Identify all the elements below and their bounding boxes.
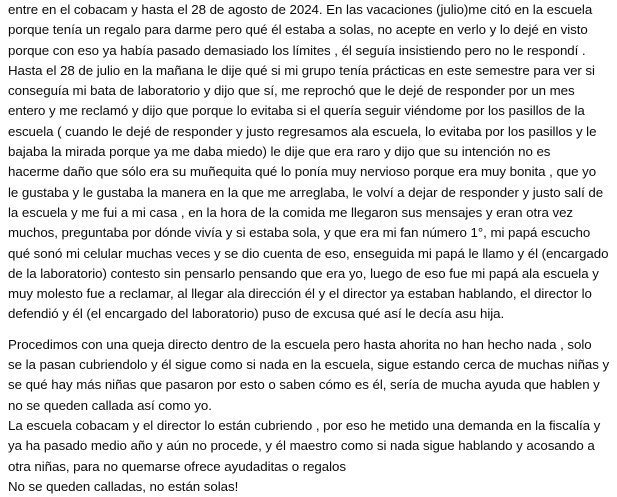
- text-line: entero y me reclamó y dijo que porque lo evitaba si el quería seguir viéndome por los pasillos de la: [8, 103, 585, 119]
- text-line: La escuela cobacam y el director lo están cubriendo , por eso he metido una demanda en la fiscalía y: [8, 417, 601, 433]
- text-line: defendió y él (el encargado del laboratorio) puso de excusa qué así le decía asu hija.: [8, 306, 505, 322]
- post-text: [8, 0, 614, 497]
- text-line: porque con eso ya había pasado demasiado los límites , él seguía insistiendo pero no le respondí .: [8, 42, 586, 58]
- text-line: ya ha pasado medio año y aún no procede, y él maestro como si nada sigue hablando y acosando a: [8, 438, 595, 454]
- text-line: muchos, preguntaba por dónde vivía y si estaba sola, y que era mi fan número 1°, mi papá escucho: [8, 225, 591, 241]
- text-line: otra niñas, para no quemarse ofrece ayudaditas o regalos: [8, 458, 346, 474]
- text-line: Procedimos con una queja directo dentro de la escuela pero hasta ahorita no han hecho nada , solo: [8, 336, 592, 352]
- text-line: hacerme daño que sólo era su muñequita qué lo ponía muy nervioso porque era muy bonita , que yo: [8, 164, 597, 180]
- text-line: se qué hay más niñas que pasaron por esto o saben cómo es él, sería de mucha ayuda que hablen y: [8, 377, 600, 393]
- text-line: le gustaba y le gustaba la manera en la que me arreglaba, le volví a dejar de responder y justo salí de: [8, 184, 604, 200]
- paragraph-gap: [8, 325, 614, 335]
- text-line: de la laboratorio) contesto sin pensarlo pensando que era yo, luego de eso fue mi papá ala escuela y: [8, 265, 599, 281]
- text-line: escuela ( cuando le dejé de responder y justo regresamos ala escuela, lo evitaba por los pasillos y le: [8, 123, 597, 139]
- text-line: No se queden calladas, no están solas!: [8, 478, 239, 494]
- text-line: entre en el cobacam y hasta el 28 de agosto de 2024. En las vacaciones (julio)me citó en la escuela: [8, 2, 593, 17]
- text-line: conseguía mi bata de laboratorio y dijo que sí, me reprochó que le dejé de responder por un mes: [8, 83, 575, 99]
- text-line: muy molesto fue a reclamar, al llegar ala dirección él y el director ya estaban hablando, el director lo: [8, 286, 592, 302]
- text-line: porque tenía un regalo para darme pero qué él estaba a solas, no acepte en verlo y lo dejé en visto: [8, 22, 588, 38]
- text-line: no se queden callada así como yo.: [8, 397, 212, 413]
- text-line: bajaba la mirada porque ya me daba miedo) le dije que era raro y dijo que su intención no es: [8, 144, 551, 160]
- paragraph-1: [8, 0, 614, 325]
- paragraph-2: [8, 335, 614, 497]
- text-line: Hasta el 28 de julio en la mañana le dije qué si mi grupo tenía prácticas en este semestre para ver si: [8, 62, 595, 78]
- text-line: la escuela y me fui a mi casa , en la hora de la comida me llegaron sus mensajes y eran otra vez: [8, 204, 574, 220]
- text-line: qué sonó mi celular muchas veces y se dio cuenta de eso, enseguida mi papá le llamo y él (encargado: [8, 245, 609, 261]
- text-line: se la pasan cubriendolo y él sigue como si nada en la escuela, sigue estando cerca de muchas niñas y: [8, 357, 610, 373]
